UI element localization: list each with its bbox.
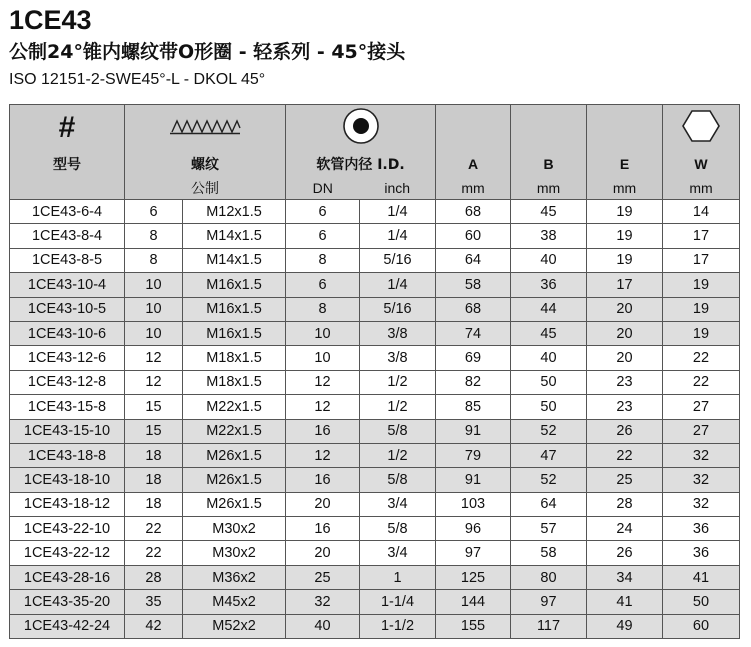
- cell-hose-dn: 8: [286, 248, 360, 272]
- cell-part-number: 1CE43-10-4: [10, 273, 125, 297]
- cell-dim-w: 14: [663, 200, 740, 224]
- cell-hose-inch: 1/4: [360, 200, 436, 224]
- cell-dim-b: 50: [511, 370, 587, 394]
- cell-hose-inch: 1/4: [360, 224, 436, 248]
- table-body: [10, 200, 740, 639]
- cell-dim-b: 52: [511, 419, 587, 443]
- cell-dim-a: 125: [436, 565, 511, 589]
- cell-dn-code: 12: [125, 346, 183, 370]
- cell-part-number: 1CE43-18-8: [10, 443, 125, 467]
- cell-dim-a: 91: [436, 419, 511, 443]
- cell-dim-e: 23: [587, 370, 663, 394]
- cell-dim-e: 24: [587, 517, 663, 541]
- table-row: [10, 200, 740, 224]
- cell-thread-size: M26x1.5: [183, 492, 286, 516]
- header-unit-b: mm: [511, 177, 587, 200]
- cell-hose-dn: 25: [286, 565, 360, 589]
- cell-dn-code: 35: [125, 590, 183, 614]
- cell-dim-w: 32: [663, 443, 740, 467]
- cell-hose-inch: 1-1/4: [360, 590, 436, 614]
- cell-hose-dn: 10: [286, 321, 360, 345]
- cell-dn-code: 18: [125, 468, 183, 492]
- cell-thread-size: M18x1.5: [183, 346, 286, 370]
- cell-dn-code: 18: [125, 443, 183, 467]
- cell-part-number: 1CE43-22-10: [10, 517, 125, 541]
- hash-icon: #: [58, 111, 76, 144]
- cell-dim-w: 19: [663, 297, 740, 321]
- cell-hose-dn: 20: [286, 492, 360, 516]
- cell-thread-size: M45x2: [183, 590, 286, 614]
- cell-dim-e: 25: [587, 468, 663, 492]
- table-row: [10, 248, 740, 272]
- cell-dim-a: 69: [436, 346, 511, 370]
- cell-dim-w: 27: [663, 419, 740, 443]
- cell-dim-w: 22: [663, 346, 740, 370]
- cell-thread-size: M16x1.5: [183, 321, 286, 345]
- cell-dim-w: 60: [663, 614, 740, 638]
- cell-part-number: 1CE43-8-5: [10, 248, 125, 272]
- cell-thread-size: M16x1.5: [183, 273, 286, 297]
- table-row: [10, 565, 740, 589]
- cell-dn-code: 10: [125, 273, 183, 297]
- cell-dim-a: 155: [436, 614, 511, 638]
- header-unit-e: mm: [587, 177, 663, 200]
- table-row: [10, 541, 740, 565]
- header-model: 型号: [10, 151, 125, 177]
- cell-part-number: 1CE43-8-4: [10, 224, 125, 248]
- cell-hose-inch: 1-1/2: [360, 614, 436, 638]
- cell-dim-b: 45: [511, 321, 587, 345]
- cell-dim-w: 17: [663, 248, 740, 272]
- cell-hose-inch: 3/8: [360, 346, 436, 370]
- cell-part-number: 1CE43-15-10: [10, 419, 125, 443]
- cell-dim-w: 41: [663, 565, 740, 589]
- cell-dim-a: 103: [436, 492, 511, 516]
- cell-dim-b: 64: [511, 492, 587, 516]
- table-row: [10, 370, 740, 394]
- cell-dim-a: 79: [436, 443, 511, 467]
- cell-dn-code: 10: [125, 321, 183, 345]
- cell-thread-size: M26x1.5: [183, 468, 286, 492]
- cell-dn-code: 22: [125, 541, 183, 565]
- cell-dn-code: 15: [125, 395, 183, 419]
- hose-icon-cell: [286, 105, 436, 152]
- header-unit-w: mm: [663, 177, 740, 200]
- cell-hose-dn: 12: [286, 370, 360, 394]
- header-thread-sub: 公制: [125, 177, 286, 200]
- cell-thread-size: M18x1.5: [183, 370, 286, 394]
- cell-dn-code: 8: [125, 248, 183, 272]
- cell-dim-b: 38: [511, 224, 587, 248]
- header-unit-a: mm: [436, 177, 511, 200]
- cell-dim-e: 20: [587, 297, 663, 321]
- header-dn: DN: [286, 177, 360, 200]
- cell-thread-size: M30x2: [183, 541, 286, 565]
- cell-dim-w: 19: [663, 273, 740, 297]
- cell-dn-code: 42: [125, 614, 183, 638]
- cell-thread-size: M16x1.5: [183, 297, 286, 321]
- cell-dim-w: 27: [663, 395, 740, 419]
- cell-dim-a: 58: [436, 273, 511, 297]
- cell-dim-e: 19: [587, 248, 663, 272]
- cell-dim-b: 50: [511, 395, 587, 419]
- hexagon-nut-icon: [681, 109, 721, 143]
- cell-dn-code: 8: [125, 224, 183, 248]
- cell-hose-inch: 1/2: [360, 370, 436, 394]
- cell-hose-dn: 20: [286, 541, 360, 565]
- cell-dim-b: 57: [511, 517, 587, 541]
- table-row: [10, 273, 740, 297]
- cell-dn-code: 18: [125, 492, 183, 516]
- model-icon-cell: [10, 105, 125, 152]
- cell-thread-size: M30x2: [183, 517, 286, 541]
- cell-dn-code: 15: [125, 419, 183, 443]
- cell-dn-code: 6: [125, 200, 183, 224]
- cell-hose-inch: 5/8: [360, 468, 436, 492]
- cell-dim-e: 23: [587, 395, 663, 419]
- cell-dim-b: 44: [511, 297, 587, 321]
- cell-dim-e: 41: [587, 590, 663, 614]
- cell-hose-inch: 5/16: [360, 248, 436, 272]
- cell-dim-e: 20: [587, 346, 663, 370]
- header-inch: inch: [360, 177, 436, 200]
- header-hose-id: 软管内径 I.D.: [286, 151, 436, 177]
- cell-dim-a: 144: [436, 590, 511, 614]
- table-row: [10, 297, 740, 321]
- table-row: [10, 590, 740, 614]
- cell-dim-b: 97: [511, 590, 587, 614]
- cell-dim-b: 47: [511, 443, 587, 467]
- cell-dim-e: 20: [587, 321, 663, 345]
- cell-dim-a: 64: [436, 248, 511, 272]
- cell-hose-inch: 5/8: [360, 517, 436, 541]
- header-e: E: [587, 151, 663, 177]
- cell-part-number: 1CE43-22-12: [10, 541, 125, 565]
- cell-hose-dn: 8: [286, 297, 360, 321]
- thread-profile-icon: [168, 116, 242, 136]
- table-row: [10, 468, 740, 492]
- thread-icon-cell: [125, 105, 286, 152]
- table-row: [10, 419, 740, 443]
- header-b: B: [511, 151, 587, 177]
- cell-hose-inch: 5/16: [360, 297, 436, 321]
- cell-dim-a: 97: [436, 541, 511, 565]
- cell-hose-dn: 6: [286, 273, 360, 297]
- cell-hose-dn: 6: [286, 200, 360, 224]
- cell-dn-code: 22: [125, 517, 183, 541]
- cell-dim-a: 68: [436, 200, 511, 224]
- cell-dim-e: 17: [587, 273, 663, 297]
- cell-dim-b: 117: [511, 614, 587, 638]
- page-title: 1CE43: [9, 5, 92, 35]
- table-row: [10, 224, 740, 248]
- cell-part-number: 1CE43-28-16: [10, 565, 125, 589]
- cell-hose-dn: 12: [286, 443, 360, 467]
- table-row: [10, 395, 740, 419]
- cell-dim-b: 40: [511, 346, 587, 370]
- hose-cross-section-icon: [341, 106, 381, 146]
- cell-hose-dn: 12: [286, 395, 360, 419]
- cell-part-number: 1CE43-18-10: [10, 468, 125, 492]
- cell-thread-size: M12x1.5: [183, 200, 286, 224]
- cell-part-number: 1CE43-10-6: [10, 321, 125, 345]
- cell-hose-inch: 3/8: [360, 321, 436, 345]
- cell-dim-b: 80: [511, 565, 587, 589]
- fitting-spec-table: [9, 104, 740, 639]
- cell-dim-a: 85: [436, 395, 511, 419]
- table-row: [10, 492, 740, 516]
- cell-dim-b: 52: [511, 468, 587, 492]
- cell-thread-size: M26x1.5: [183, 443, 286, 467]
- cell-thread-size: M14x1.5: [183, 224, 286, 248]
- cell-dim-e: 26: [587, 419, 663, 443]
- cell-hose-dn: 10: [286, 346, 360, 370]
- cell-dim-w: 36: [663, 541, 740, 565]
- cell-hose-dn: 16: [286, 468, 360, 492]
- cell-part-number: 1CE43-42-24: [10, 614, 125, 638]
- cell-dim-a: 74: [436, 321, 511, 345]
- cell-dim-e: 49: [587, 614, 663, 638]
- cell-dim-b: 40: [511, 248, 587, 272]
- cell-thread-size: M14x1.5: [183, 248, 286, 272]
- cell-hose-dn: 16: [286, 419, 360, 443]
- cell-thread-size: M52x2: [183, 614, 286, 638]
- table-row: [10, 346, 740, 370]
- cell-hose-inch: 1: [360, 565, 436, 589]
- cell-dim-w: 19: [663, 321, 740, 345]
- table-row: [10, 321, 740, 345]
- cell-dim-w: 50: [663, 590, 740, 614]
- header-w: W: [663, 151, 740, 177]
- cell-dim-b: 58: [511, 541, 587, 565]
- cell-dim-e: 34: [587, 565, 663, 589]
- cell-part-number: 1CE43-35-20: [10, 590, 125, 614]
- cell-dim-e: 19: [587, 200, 663, 224]
- cell-dim-w: 32: [663, 492, 740, 516]
- cell-dim-e: 22: [587, 443, 663, 467]
- table-row: [10, 614, 740, 638]
- table-row: [10, 443, 740, 467]
- cell-dim-e: 26: [587, 541, 663, 565]
- cell-thread-size: M22x1.5: [183, 419, 286, 443]
- cell-hose-inch: 1/4: [360, 273, 436, 297]
- cell-hose-inch: 5/8: [360, 419, 436, 443]
- cell-hose-dn: 16: [286, 517, 360, 541]
- cell-dim-w: 32: [663, 468, 740, 492]
- cell-dn-code: 12: [125, 370, 183, 394]
- standard-spec: ISO 12151-2-SWE45°-L - DKOL 45°: [9, 71, 266, 88]
- cell-dim-e: 28: [587, 492, 663, 516]
- cell-part-number: 1CE43-12-8: [10, 370, 125, 394]
- cell-thread-size: M36x2: [183, 565, 286, 589]
- cell-part-number: 1CE43-18-12: [10, 492, 125, 516]
- cell-dim-w: 36: [663, 517, 740, 541]
- cell-part-number: 1CE43-6-4: [10, 200, 125, 224]
- cell-dn-code: 10: [125, 297, 183, 321]
- cell-hose-inch: 3/4: [360, 492, 436, 516]
- cell-dim-w: 17: [663, 224, 740, 248]
- cell-part-number: 1CE43-10-5: [10, 297, 125, 321]
- cell-dim-b: 36: [511, 273, 587, 297]
- cell-dim-a: 96: [436, 517, 511, 541]
- cell-dim-a: 91: [436, 468, 511, 492]
- page-subtitle: 公制24°锥内螺纹带O形圈 - 轻系列 - 45°接头: [9, 41, 406, 63]
- cell-dim-b: 45: [511, 200, 587, 224]
- cell-hose-inch: 3/4: [360, 541, 436, 565]
- cell-dim-a: 82: [436, 370, 511, 394]
- cell-thread-size: M22x1.5: [183, 395, 286, 419]
- table-row: [10, 517, 740, 541]
- cell-dim-a: 60: [436, 224, 511, 248]
- cell-hose-inch: 1/2: [360, 443, 436, 467]
- wrench-icon-cell: [663, 105, 740, 152]
- cell-hose-inch: 1/2: [360, 395, 436, 419]
- header-thread: 螺纹: [125, 151, 286, 177]
- cell-hose-dn: 6: [286, 224, 360, 248]
- cell-dim-e: 19: [587, 224, 663, 248]
- cell-part-number: 1CE43-15-8: [10, 395, 125, 419]
- header-a: A: [436, 151, 511, 177]
- cell-dim-w: 22: [663, 370, 740, 394]
- cell-dn-code: 28: [125, 565, 183, 589]
- cell-dim-a: 68: [436, 297, 511, 321]
- cell-part-number: 1CE43-12-6: [10, 346, 125, 370]
- cell-hose-dn: 32: [286, 590, 360, 614]
- cell-hose-dn: 40: [286, 614, 360, 638]
